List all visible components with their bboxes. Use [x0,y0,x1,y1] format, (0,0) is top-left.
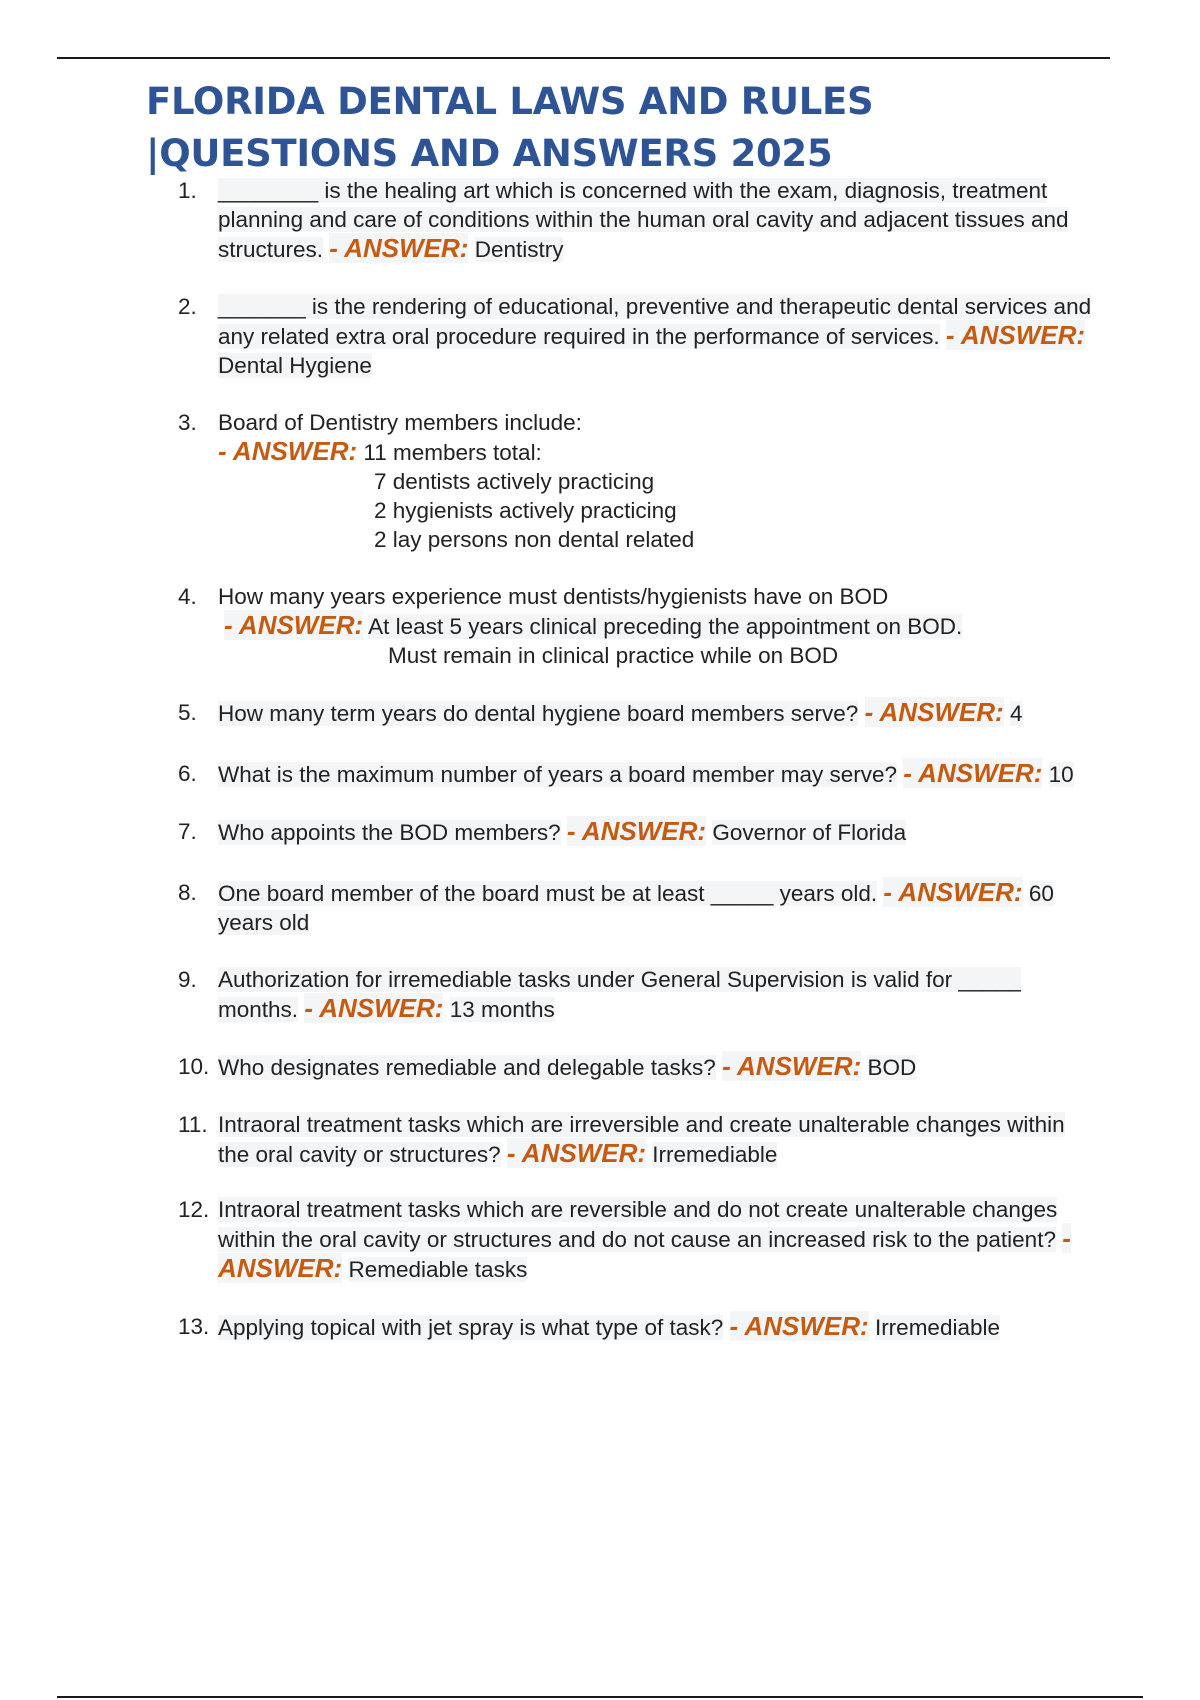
answer-label: - ANSWER: [218,1223,1071,1283]
answer-label: - ANSWER: [566,816,707,846]
answer-text: Dentistry [474,237,564,262]
item-number: 11. [178,1112,208,1137]
list-item [178,965,1098,1024]
qa-list [178,176,1098,1342]
answer-text: BOD [867,1055,917,1080]
list-item [178,878,1098,937]
item-number: 3. [178,410,197,435]
item-number: 8. [178,880,197,905]
question-text: Who designates remediable and delegable tasks? [218,1055,716,1080]
item-number: 2. [178,294,197,319]
list-item [178,1052,1098,1082]
bottom-rule [57,1696,1143,1698]
item-number: 5. [178,700,197,725]
question-text: _______ is the rendering of educational, preventive and therapeutic dental services and any related extra oral procedure required in the performance of services. [218,294,1092,349]
question-text: Who appoints the BOD members? [218,820,561,845]
list-item [178,1110,1098,1169]
question-text: Authorization for irremediable tasks under General Supervision is valid for _____ months. [218,967,1021,1022]
answer-label: - ANSWER: [218,436,358,466]
list-item [178,292,1098,380]
answer-text: At least 5 years clinical preceding the appointment on BOD. [368,614,963,639]
answer-detail: 2 hygienists actively practicing [374,498,677,523]
answer-detail: 7 dentists actively practicing [374,469,655,494]
list-item [178,408,1098,554]
item-number: 1. [178,178,197,203]
question-text: ________ is the healing art which is concerned with the exam, diagnosis, treatment planning and care of conditions within the human oral cavity and adjacent tissues and structures. [218,178,1069,262]
answer-label: - ANSWER: [903,758,1043,788]
question-text: Applying topical with jet spray is what type of task? [218,1315,724,1340]
answer-text: 11 members total: [363,440,542,465]
list-item [178,759,1098,789]
list-item [178,698,1098,728]
question-text: Intraoral treatment tasks which are irreversible and create unalterable changes within the oral cavity or structures? [218,1112,1065,1167]
answer-label: - ANSWER: [304,993,444,1023]
item-number: 7. [178,819,197,844]
answer-label: - ANSWER: [945,320,1086,350]
answer-label: - ANSWER: [883,877,1023,907]
answer-label: - ANSWER: [224,610,364,640]
question-text: How many years experience must dentists/hygienists have on BOD [218,584,889,609]
question-text: Board of Dentistry members include: [218,410,582,435]
item-number: 13. [178,1314,210,1339]
answer-label: - ANSWER: [329,233,469,263]
item-number: 6. [178,761,197,786]
list-item [178,582,1098,670]
list-item [178,1195,1098,1284]
answer-text: 4 [1009,701,1023,726]
top-rule [57,57,1110,59]
item-number: 12. [178,1197,210,1222]
question-text: One board member of the board must be at least _____ years old. [218,881,878,906]
answer-text: Remediable tasks [348,1257,528,1282]
list-item [178,176,1098,264]
answer-label: - ANSWER: [506,1138,647,1168]
answer-text: Irremediable [874,1315,1000,1340]
answer-text: Irremediable [652,1142,778,1167]
answer-text: 10 [1048,762,1074,787]
answer-text: 13 months [449,997,555,1022]
answer-label: - ANSWER: [729,1311,869,1341]
page-title: FLORIDA DENTAL LAWS AND RULES |QUESTIONS AND ANSWERS 2025 [146,80,874,175]
item-number: 4. [178,584,197,609]
question-text: Intraoral treatment tasks which are reversible and do not create unalterable changes within the oral cavity or structures and do not cause an increased risk to the patient? [218,1197,1058,1252]
answer-text: Dental Hygiene [218,353,372,378]
answer-text: Governor of Florida [712,820,907,845]
answer-label: - ANSWER: [864,697,1004,727]
item-number: 9. [178,967,197,992]
question-text: What is the maximum number of years a board member may serve? [218,762,897,787]
answer-detail: 2 lay persons non dental related [374,527,695,552]
answer-detail: Must remain in clinical practice while on BOD [388,643,839,668]
question-text: How many term years do dental hygiene board members serve? [218,701,859,726]
answer-text: 60 years old [218,881,1054,935]
item-number: 10. [178,1054,210,1079]
list-item [178,1312,1098,1342]
list-item [178,817,1098,847]
answer-label: - ANSWER: [722,1051,862,1081]
